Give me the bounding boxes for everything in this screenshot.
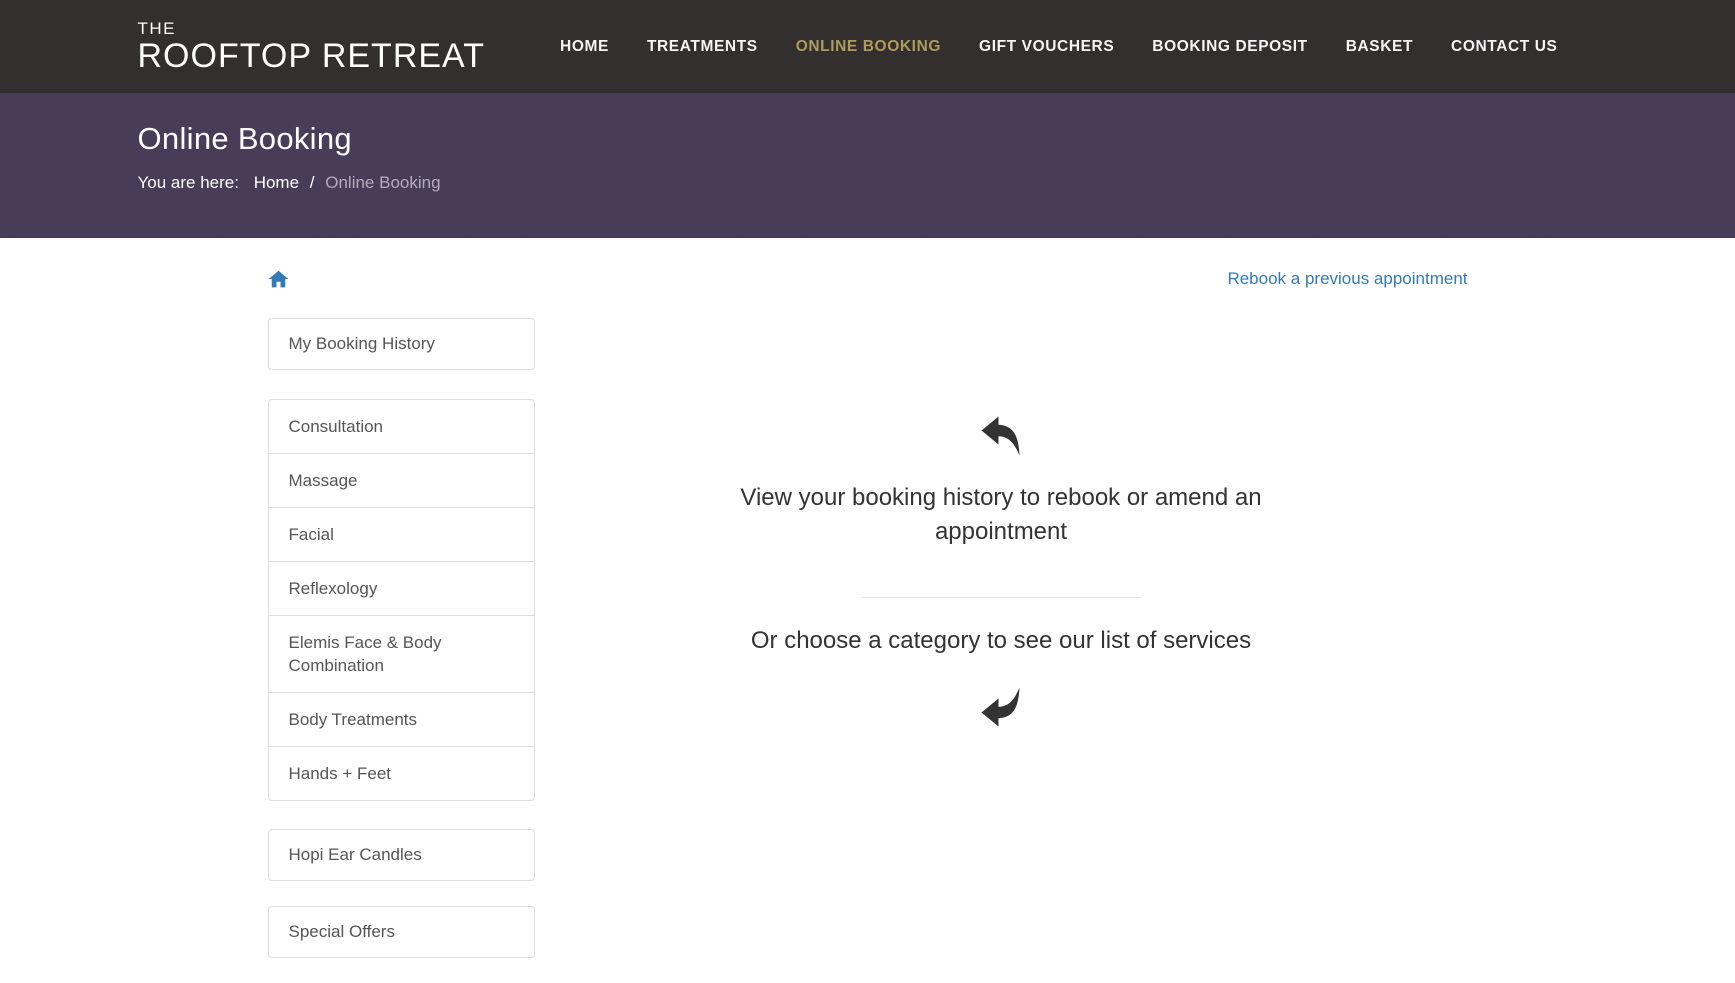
breadcrumb-home-link[interactable]: Home <box>253 173 300 192</box>
nav-item-treatments[interactable]: TREATMENTS <box>646 37 758 55</box>
nav-menu <box>560 38 1597 56</box>
reply-arrow-icon <box>978 412 1024 460</box>
home-icon-link[interactable] <box>268 269 289 289</box>
brand-logo[interactable] <box>138 20 485 73</box>
booking-history-button[interactable]: My Booking History <box>268 318 535 370</box>
category-list <box>268 399 535 801</box>
breadcrumb-prefix: You are here: <box>137 173 239 192</box>
breadcrumb-separator: / <box>309 173 315 192</box>
nav-item-online-booking[interactable]: ONLINE BOOKING <box>795 37 942 55</box>
category-item-body-treatments[interactable]: Body Treatments <box>269 693 534 747</box>
brand-line2: ROOFTOP RETREAT <box>137 37 485 75</box>
nav-item-home[interactable]: HOME <box>560 37 609 55</box>
category-item-hands-feet[interactable]: Hands + Feet <box>288 764 392 783</box>
breadcrumb <box>138 173 1598 193</box>
nav-item-basket[interactable]: BASKET <box>1345 37 1414 55</box>
nav-item-contact-us[interactable]: CONTACT US <box>1451 37 1558 55</box>
category-item-facial[interactable]: Facial <box>269 508 534 562</box>
booking-info-panel <box>535 318 1468 736</box>
divider <box>861 597 1141 598</box>
nav-item-gift-vouchers[interactable]: GIFT VOUCHERS <box>979 37 1115 55</box>
sidebar <box>268 318 535 983</box>
sidebar-box-hopi-ear-candles[interactable]: Hopi Ear Candles <box>268 829 535 881</box>
choose-category-hint-text: Or choose a category to see our list of services <box>750 627 1252 654</box>
category-item-consultation[interactable]: Consultation <box>269 400 534 454</box>
main-content <box>0 264 1735 983</box>
brand-line1: THE <box>137 19 176 38</box>
curved-down-arrow-icon <box>978 683 1024 731</box>
category-item-reflexology[interactable]: Reflexology <box>269 562 534 616</box>
booking-history-hint-text: View your booking history to rebook or amend an appointment <box>740 484 1262 545</box>
nav-item-booking-deposit[interactable]: BOOKING DEPOSIT <box>1152 37 1308 55</box>
page-banner <box>0 93 1735 238</box>
page-title: Online Booking <box>137 121 352 156</box>
sidebar-box-special-offers[interactable]: Special Offers <box>268 906 535 958</box>
rebook-previous-appointment-link[interactable]: Rebook a previous appointment <box>1227 269 1468 288</box>
breadcrumb-current: Online Booking <box>325 173 441 192</box>
top-navbar <box>0 0 1735 93</box>
category-item-massage[interactable]: Massage <box>269 454 534 508</box>
category-item-elemis-face-body-combination[interactable]: Elemis Face & Body Combination <box>269 616 534 693</box>
home-icon <box>268 269 289 289</box>
